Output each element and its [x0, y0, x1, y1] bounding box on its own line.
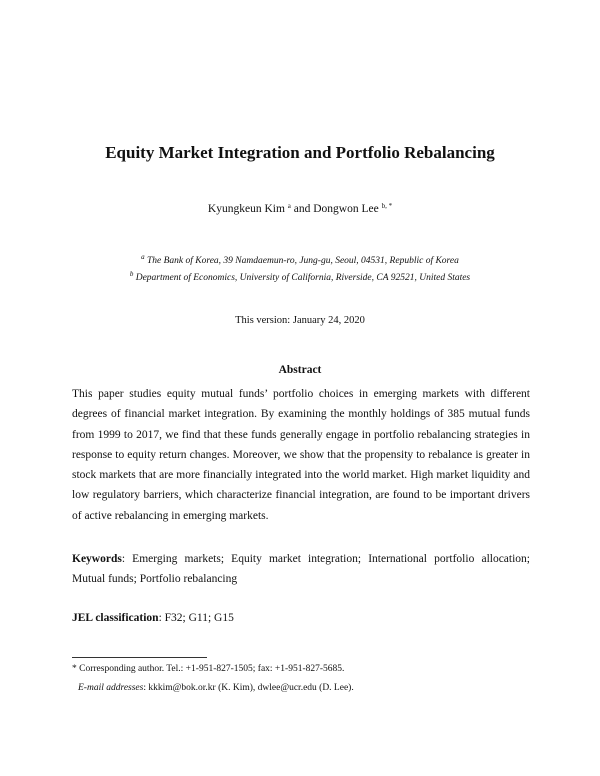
author-name: Dongwon Lee [313, 203, 379, 215]
version-date: This version: January 24, 2020 [235, 315, 365, 326]
email-label: E-mail addresses [78, 683, 144, 693]
email-text: : kkkim@bok.or.kr (K. Kim), dwlee@ucr.edu (D. Lee). [143, 683, 354, 693]
author-connector: and [290, 203, 314, 215]
affiliation-text: Department of Economics, University of California, Riverside, CA 92521, United States [135, 273, 471, 283]
affiliation-mark: a [287, 202, 291, 210]
affiliation-mark: b, * [381, 202, 393, 210]
affiliation-b [0, 270, 600, 283]
keywords-label: Keywords [72, 553, 122, 565]
abstract-body: This paper studies equity mutual funds’ portfolio choices in emerging markets with different degrees of financial market integration. By examining the monthly holdings of 385 mutual funds from 1999 to 2017, we find that these funds generally engage in portfolio rebalancing strategies in response to equity return changes. Moreover, we show that the propensity to rebalance is greater in stock markets that are more financially integrated into the world market. High market liquidity and low regulatory barriers, which characterize financial integration, are found to be important drivers of active rebalancing in emerging markets. [72, 388, 530, 522]
affiliation-text: The Bank of Korea, 39 Namdaemun-ro, Jung-gu, Seoul, 04531, Republic of Korea [146, 256, 459, 266]
author-name: Kyungkeun Kim [207, 203, 285, 215]
affiliation-mark: a [141, 253, 145, 261]
keywords [72, 549, 530, 589]
keywords-text: : Emerging markets; Equity market integration; International portfolio allocation; Mutual funds; Portfolio rebalancing [72, 553, 530, 585]
paper-title: Equity Market Integration and Portfolio Rebalancing [105, 143, 495, 162]
affiliation-mark: b [129, 270, 134, 278]
author-line [0, 202, 600, 215]
abstract-heading: Abstract [278, 364, 322, 376]
affiliation-a [0, 253, 600, 266]
footnote-corresponding: * Corresponding author. Tel.: +1-951-827-1505; fax: +1-951-827-5685. [72, 664, 345, 674]
jel-classification [72, 612, 234, 624]
jel-label: JEL classification [72, 612, 159, 624]
footnote-divider [72, 657, 207, 658]
jel-text: : F32; G11; G15 [158, 612, 234, 624]
footnote-emails [78, 683, 354, 693]
